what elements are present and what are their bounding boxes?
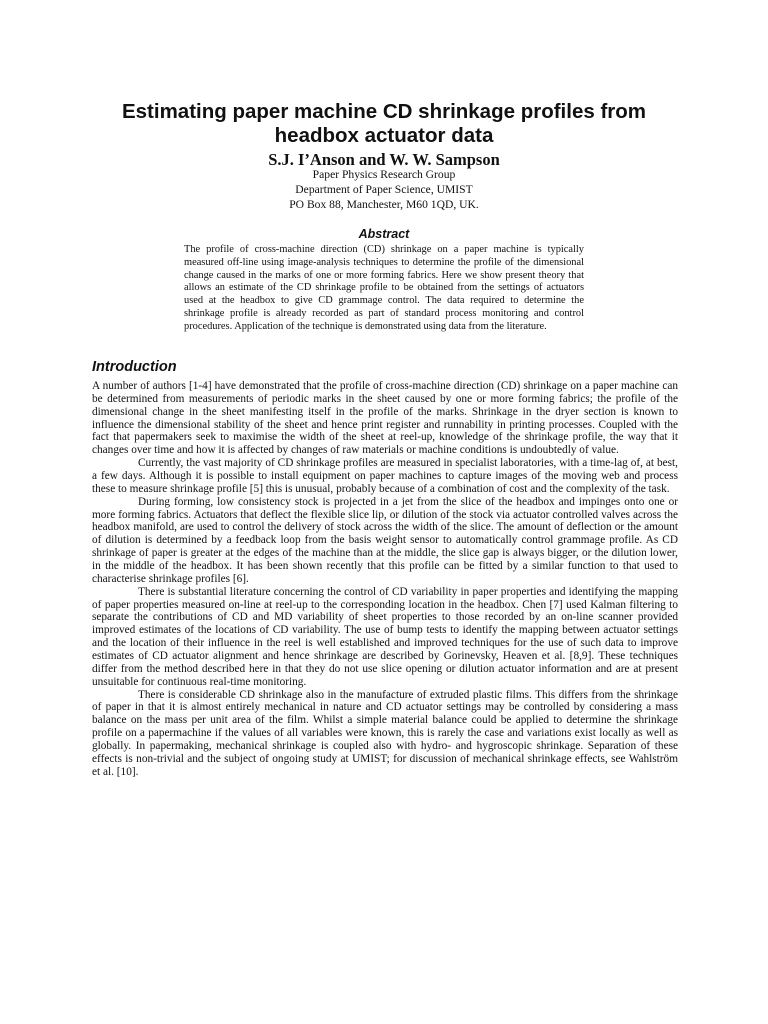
paragraph: A number of authors [1-4] have demonstrated that the profile of cross-machine direction (CD) shrinkage on a paper machine can be determined from measurements of periodic marks in the sheet caused by one or more forming fabrics; the profile of the dimensional change in the sheet manifesting itself in the profile of the marks. Shrinkage in the dryer section is known to influence the dimensional stability of the sheet and hence print register and runnability in printing processes. Coupled with the fact that papermakers seek to maximise the width of the sheet at reel-up, knowledge of the shrinkage profile, the way that it changes over time and how it is affected by changes of raw materials or machine conditions is undoubtedly of value. <box>92 380 678 457</box>
abstract-heading: Abstract <box>358 227 410 241</box>
paragraph: During forming, low consistency stock is projected in a jet from the slice of the headbox and impinges onto one or more forming fabrics. Actuators that deflect the flexible slice lip, or dilution of the stock via actuator controlled valves across the headbox manifold, are used to control the delivery of stock across the width of the slice. The amount of deflection or the amount of dilution is determined by a feedback loop from the basis weight sensor to automatically control grammage profile. As CD shrinkage of paper is greater at the edges of the machine than at the middle, the slice gap is always bigger, or the dilution lower, in the middle of the headbox. It has been shown recently that this profile can be fitted by a similar function to that used to characterise shrinkage profiles [6]. <box>92 495 678 585</box>
paper-title <box>80 100 688 148</box>
paragraph: There is substantial literature concerning the control of CD variability in paper properties and identifying the mapping of paper properties measured on-line at reel-up to the corresponding location in the headbox. Chen [7] used Kalman filtering to separate the contributions of CD and MD variability of sheet properties to those recorded by an on-line scanner provided improved estimates of the locations of CD variability. The use of bump tests to identify the mapping between actuator settings and the location of their influence in the reel is well established and improved techniques for the use of such data to improve estimates of CD actuator alignment and hence shrinkage are described by Gorinevsky, Heaven et al. [8,9]. These techniques differ from the method described here in that they do not use slice opening or dilution actuator information and are at present unsuitable for continuous real-time monitoring. <box>92 585 678 688</box>
affiliation-department: Department of Paper Science, UMIST <box>295 183 473 197</box>
affiliation <box>0 167 768 213</box>
abstract-text: The profile of cross-machine direction (CD) shrinkage on a paper machine is typically measured off-line using image-analysis techniques to determine the profile of the dimensional change caused in the marks of one or more forming fabrics. Here we show present theory that allows an estimate of the CD shrinkage profile to be obtained from the settings of actuators used at the headbox to give CD grammage control. The data required to determine the shrinkage profile is already recorded as part of standard process monitoring and control procedures. Application of the technique is demonstrated using data from the literature. <box>184 244 584 332</box>
introduction-heading: Introduction <box>92 359 177 375</box>
affiliation-address: PO Box 88, Manchester, M60 1QD, UK. <box>289 198 479 212</box>
affiliation-group: Paper Physics Research Group <box>312 168 456 181</box>
paragraph: There is considerable CD shrinkage also in the manufacture of extruded plastic films. This differs from the shrinkage of paper in that it is almost entirely mechanical in nature and CD actuator settings may be controlled by considering a mass balance on the mass per unit area of the film. Whilst a simple material balance could be applied to determine the shrinkage profile on a papermachine if the values of all variables were known, this is rarely the case and variations exist locally as well as globally. In papermaking, mechanical shrinkage is coupled also with hydro- and hygroscopic shrinkage. Separation of these effects is non-trivial and the subject of ongoing study at UMIST; for discussion of mechanical shrinkage effects, see Wahlström et al. [10]. <box>92 688 678 778</box>
paragraph: Currently, the vast majority of CD shrinkage profiles are measured in specialist laboratories, with a time-lag of, at best, a few days. Although it is possible to install equipment on paper machines to capture images of the moving web and process these to measure shrinkage profile [5] this is unusual, probably because of a combination of cost and the complexity of the task. <box>92 457 678 495</box>
introduction-body <box>92 380 678 779</box>
title-line-2: headbox actuator data <box>274 124 494 147</box>
title-line-1: Estimating paper machine CD shrinkage profiles from <box>121 100 646 123</box>
authors: S.J. I’Anson and W. W. Sampson <box>268 150 500 169</box>
